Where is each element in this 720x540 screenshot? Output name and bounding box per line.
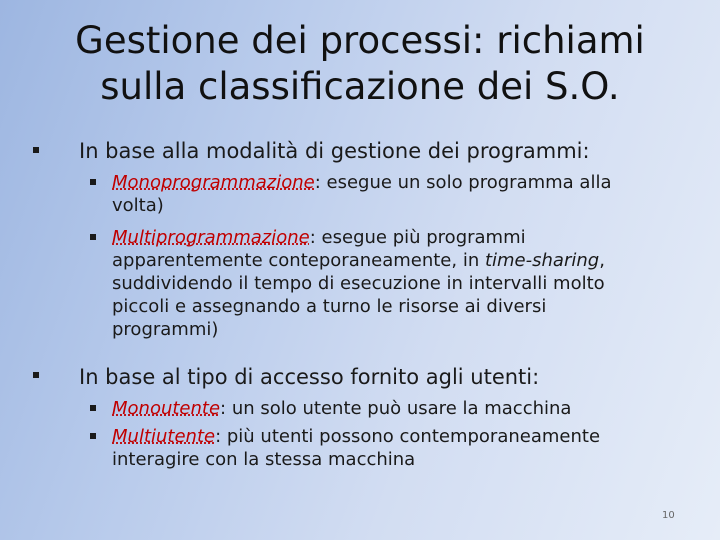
item-text: : un solo utente può usare la macchina bbox=[220, 398, 572, 419]
italic-time-sharing: time-sharing bbox=[484, 250, 600, 271]
square-bullet-icon bbox=[33, 147, 39, 153]
term-monoprogrammazione: Monoprogrammazione bbox=[112, 172, 315, 193]
page-number: 10 bbox=[662, 510, 675, 521]
list-item-line bbox=[112, 171, 692, 194]
section-2-heading: In base al tipo di accesso fornito agli utenti: bbox=[79, 365, 540, 389]
item-text: : esegue più programmi bbox=[309, 227, 526, 248]
square-bullet-icon bbox=[90, 179, 96, 185]
slide-title-line-2: sulla classificazione dei S.O. bbox=[100, 65, 620, 108]
term-multiprogrammazione: Multiprogrammazione bbox=[112, 227, 310, 248]
list-item-line bbox=[112, 397, 692, 420]
list-item-line: interagire con la stessa macchina bbox=[112, 449, 416, 470]
list-item-line bbox=[112, 425, 692, 448]
square-bullet-icon bbox=[90, 405, 96, 411]
square-bullet-icon bbox=[90, 433, 96, 439]
slide-title-line-1: Gestione dei processi: richiami bbox=[75, 19, 645, 62]
square-bullet-icon bbox=[90, 234, 96, 240]
list-item-multiutente bbox=[112, 425, 692, 471]
list-item-line bbox=[112, 226, 692, 249]
slide-title bbox=[40, 18, 680, 110]
square-bullet-icon bbox=[33, 372, 39, 378]
item-text: : esegue un solo programma alla bbox=[314, 172, 612, 193]
item-text: , bbox=[599, 250, 605, 271]
section-1-heading: In base alla modalità di gestione dei programmi: bbox=[79, 139, 590, 163]
list-item-line bbox=[112, 249, 692, 272]
term-multiutente: Multiutente bbox=[112, 426, 216, 447]
list-item-monoprogrammazione bbox=[112, 171, 692, 217]
list-item-multiprogrammazione bbox=[112, 226, 692, 341]
list-item-line: programmi) bbox=[112, 319, 219, 340]
term-monoutente: Monoutente bbox=[112, 398, 221, 419]
list-item-line: volta) bbox=[112, 195, 164, 216]
list-item-line: piccoli e assegnando a turno le risorse ai diversi bbox=[112, 296, 547, 317]
list-item-line: suddividendo il tempo di esecuzione in intervalli molto bbox=[112, 273, 605, 294]
list-item-monoutente bbox=[112, 397, 692, 420]
item-text: apparentemente conteporaneamente, in bbox=[112, 250, 485, 271]
item-text: : più utenti possono contemporaneamente bbox=[215, 426, 601, 447]
